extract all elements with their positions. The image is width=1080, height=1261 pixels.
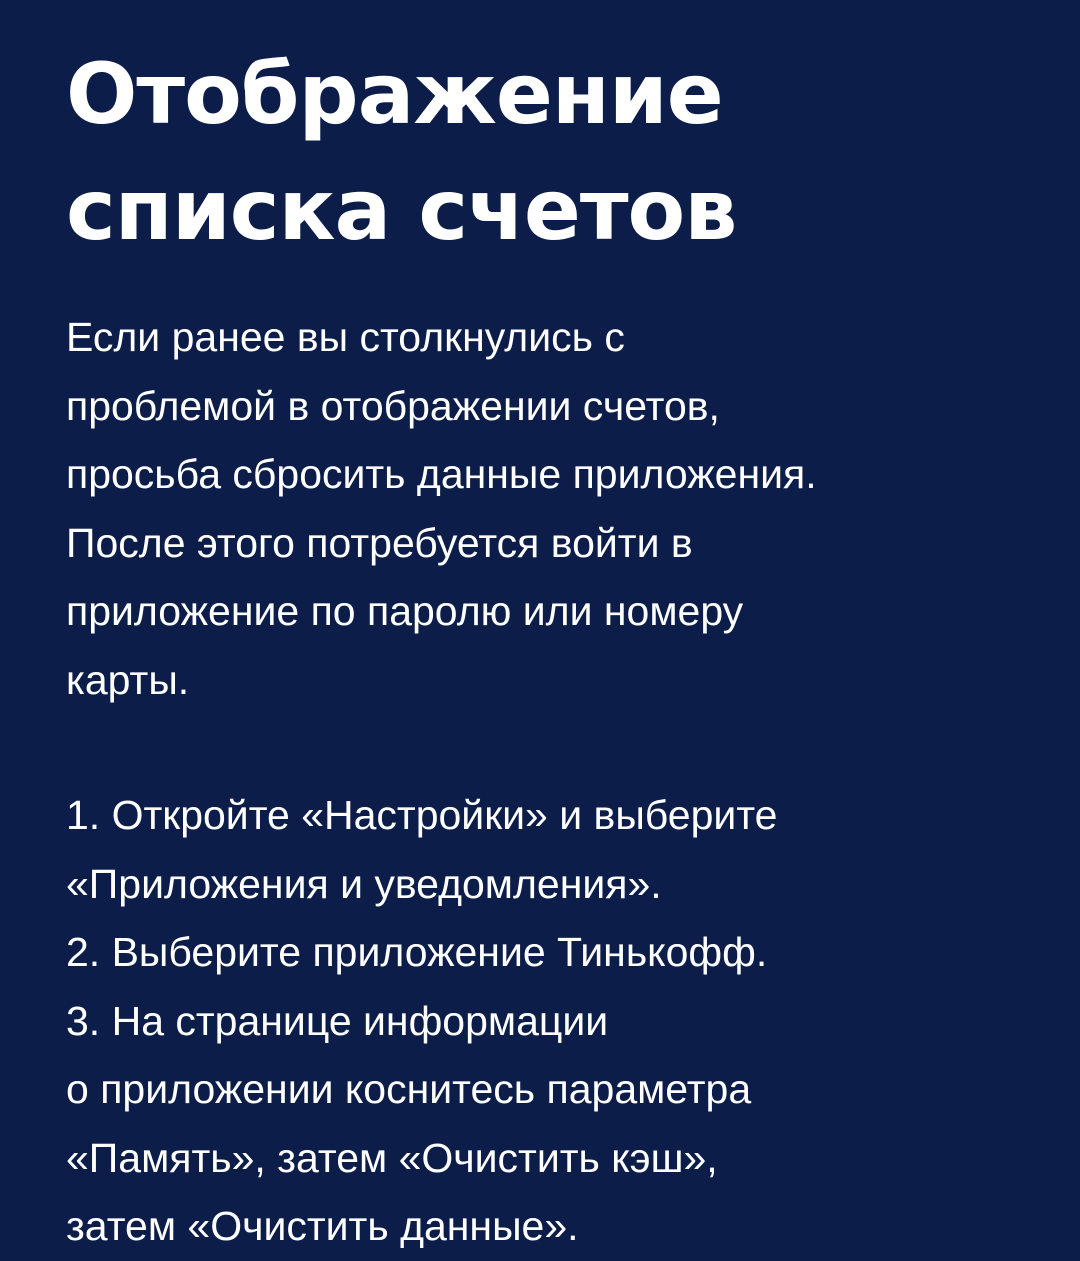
intro-paragraph	[66, 303, 1056, 714]
intro-line: просьба сбросить данные приложения.	[66, 451, 817, 497]
intro-line: После этого потребуется войти в	[66, 519, 693, 566]
intro-line: проблемой в отображении счетов,	[66, 382, 720, 429]
title-line-2: списка счетов	[66, 161, 737, 259]
title-line-1: Отображение	[66, 45, 723, 143]
intro-line: карты.	[66, 656, 190, 703]
intro-line: приложение по паролю или номеру	[66, 588, 744, 634]
step-line: 1. Откройте «Настройки» и выберите	[66, 792, 778, 838]
steps-list	[66, 781, 1056, 1261]
step-line: о приложении коснитесь параметра	[66, 1066, 752, 1112]
step-line: затем «Очистить данные».	[66, 1203, 579, 1249]
intro-line: Если ранее вы столкнулись с	[66, 314, 625, 360]
step-line: «Память», затем «Очистить кэш»,	[66, 1134, 718, 1181]
step-line: «Приложения и уведомления».	[66, 860, 662, 907]
step-line: 2. Выберите приложение Тинькофф.	[66, 929, 768, 975]
step-line: 3. На странице информации	[66, 997, 609, 1044]
page-title	[66, 36, 736, 268]
